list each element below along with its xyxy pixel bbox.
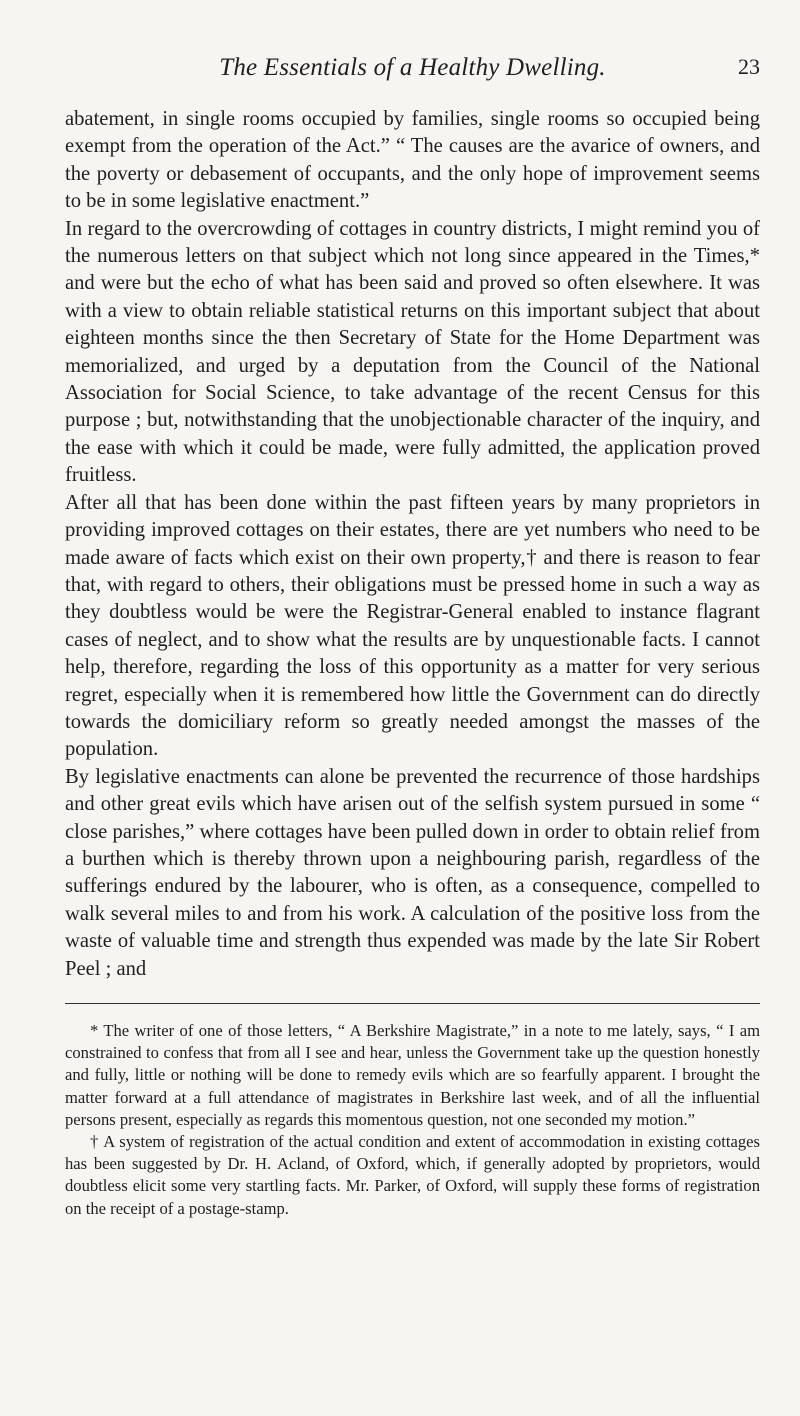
footnote-rule — [65, 1003, 760, 1004]
footnote-dagger: † A system of registration of the actual condition and extent of accommodation in existing cottages has been suggested by Dr. H. Acland, of Oxford, which, if generally adopted by proprietors, would doubtless elicit some very startling facts. Mr. Parker, of Oxford, will supply these forms of registration on the receipt of a postage-stamp. — [65, 1132, 760, 1218]
running-title: The Essentials of a Healthy Dwelling. — [219, 54, 606, 81]
page-number: 23 — [738, 54, 760, 79]
paragraph-overcrowding: In regard to the overcrowding of cottages in country districts, I might remind you of the numerous letters on that subject which not long since appeared in the Times,* and were but the echo of what has been said and proved so often elsewhere. It was with a view to obtain reliable statistical returns on this important subject that about eighteen months since the then Secretary of State for the Home Department was memorialized, and urged by a deputation from the Council of the National Association for Social Science, to take advantage of the recent Census for this purpose ; but, notwithstanding that the unobjectionable character of the inquiry, and the ease with which it could be made, were fully admitted, the application proved fruitless. — [65, 217, 760, 487]
running-head — [65, 48, 760, 84]
paragraph-proprietors: After all that has been done within the past fifteen years by many proprietors in providing improved cottages on their estates, there are yet numbers who need to be made aware of facts which exist on their own property,† and there is reason to fear that, with regard to others, their obligations must be pressed home in such a way as they doubtless would be were the Registrar-General enabled to instance flagrant cases of neglect, and to show what the results are by unquestionable facts. I cannot help, therefore, regarding the loss of this opportunity as a matter for very serious regret, especially when it is remembered how little the Government can do directly towards the domiciliary reform so greatly needed amongst the masses of the population. — [65, 491, 760, 761]
paragraph-legislative: By legislative enactments can alone be prevented the recurrence of those hardships and other great evils which have arisen out of the selfish system pursued in some “ close parishes,” where cottages have been pulled down in order to obtain relief from a burthen which is thereby thrown upon a neighbouring parish, regardless of the sufferings endured by the labourer, who is often, as a consequence, compelled to walk several miles to and from his work. A calculation of the positive loss from the waste of valuable time and strength thus expended was made by the late Sir Robert Peel ; and — [65, 765, 760, 980]
paragraph-continuation: abatement, in single rooms occupied by families, single rooms so occupied being exempt from the operation of the Act.” “ The causes are the avarice of owners, and the poverty or debasement of occupants, and the only hope of improvement seems to be in some legislative enactment.” — [65, 108, 760, 213]
body-text — [65, 106, 760, 983]
footnote-asterisk: * The writer of one of those letters, “ A Berkshire Magistrate,” in a note to me lately, says, “ I am constrained to confess that from all I see and hear, unless the Government take up the question honestly and fully, little or nothing will be done to remedy evils which are so fearfully apparent. I brought the matter forward at a full attendance of magistrates in Berkshire last week, and of all the influential persons present, especially as regards this momentous question, not one seconded my motion.” — [65, 1021, 760, 1129]
footnotes — [65, 1020, 760, 1220]
